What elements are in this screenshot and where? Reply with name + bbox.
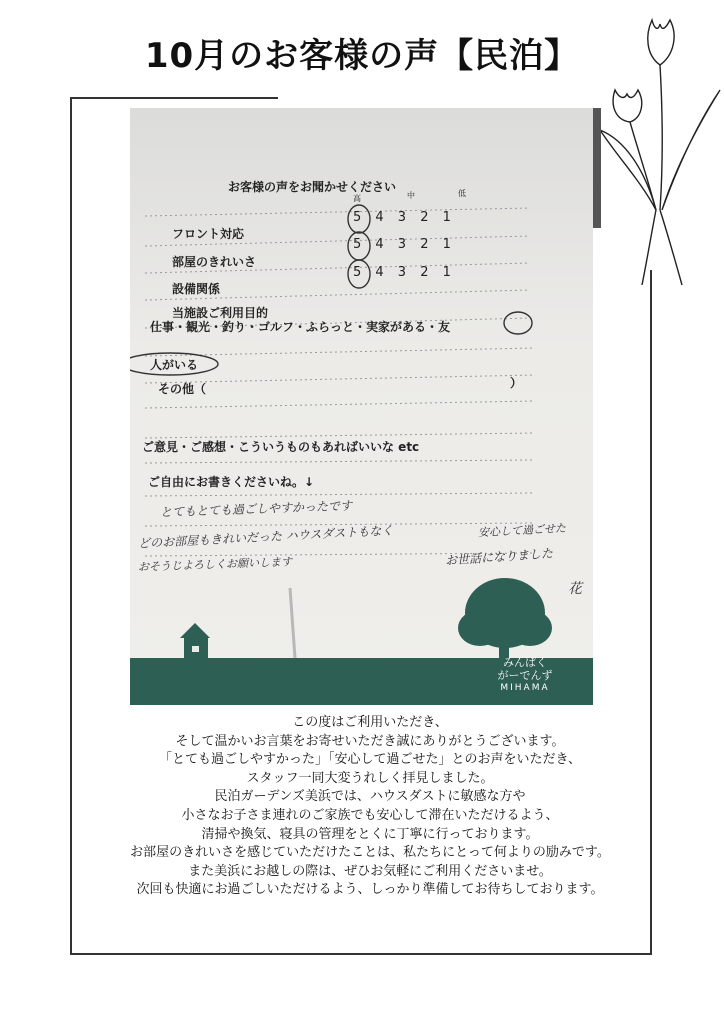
tulip-illustration [590, 10, 724, 290]
message-line: 清掃や換気、寝具の管理をとくに丁寧に行っております。 [201, 826, 539, 842]
scale-low-label: 低 [458, 189, 466, 198]
message-line: 次回も快適にお過ごしいただけるよう、しっかり準備してお待ちしております。 [136, 882, 604, 898]
brand-line-3: MIHAMA [500, 683, 550, 693]
other-close: ） [510, 376, 523, 390]
purpose-options: 仕事・観光・釣り・ゴルフ・ふらっと・実家がある・友 [150, 320, 451, 334]
handwriting-line-2: どのお部屋もきれいだった ハウスダストもなく [137, 523, 394, 551]
message-line: お部屋のきれいさを感じていただけたことは、私たちにとって何よりの励みです。 [130, 845, 610, 861]
message-line: 民泊ガーデンズ美浜では、ハウスダストに敏感な方や [214, 789, 526, 805]
message-line: 小さなお子さま連れのご家族でも安心して滞在いただけるよう、 [181, 807, 559, 823]
message-line: この度はご利用いただき、 [292, 715, 448, 730]
row-scale-front: 5 4 3 2 1 [353, 210, 456, 225]
scale-high-label: 高 [353, 194, 361, 203]
survey-card [130, 108, 593, 705]
scale-mid-label: 中 [407, 191, 415, 200]
handwriting-line-1: とてもとても過ごしやすかったです [159, 498, 353, 520]
row-scale-room: 5 4 3 2 1 [353, 237, 456, 252]
handwriting-line-4: 安心して過ごせた [477, 521, 567, 540]
brand-logo [480, 656, 570, 695]
message-line: 「とても過ごしやすかった」「安心して過ごせた」とのお声をいただき、 [159, 752, 581, 768]
handwriting-line-6: 花 [568, 581, 582, 597]
brand-line-1: みんぱく [503, 656, 547, 669]
row-label-front: フロント対応 [172, 227, 245, 241]
photo-background-edge [593, 108, 601, 228]
opinion-label: ご意見・ご感想・こういうものもあればいいな etc [142, 440, 420, 454]
other-label: その他（ [158, 382, 207, 396]
row-scale-facility: 5 4 3 2 1 [353, 265, 456, 280]
survey-heading: お客様の声をお聞かせください [228, 180, 397, 194]
row-label-facility: 設備関係 [172, 282, 221, 296]
handwriting-line-5: お世話になりました [444, 546, 554, 568]
survey-photo [130, 108, 593, 705]
free-write-label: ご自由にお書きくださいね。↓ [148, 475, 315, 489]
page-title: 10月のお客様の声【民泊】 [144, 36, 580, 76]
row-label-room: 部屋のきれいさ [172, 255, 257, 269]
message-line: スタッフ一同大変うれしく拝見しました。 [246, 770, 494, 786]
thank-you-message [70, 714, 670, 900]
frame-bottom-line [70, 953, 652, 955]
message-line: また美浜にお越しの際は、ぜひお気軽にご利用くださいませ。 [188, 863, 552, 879]
tree-icon [130, 108, 593, 705]
frame-top-left-line [70, 97, 278, 99]
message-line: そして温かいお言葉をお寄せいただき誠にありがとうございます。 [175, 733, 565, 749]
purpose-options-cont: 人がいる [150, 358, 199, 372]
brand-line-2: がーでんず [497, 669, 553, 682]
purpose-label: 当施設ご利用目的 [172, 306, 269, 320]
handwriting-line-3: おそうじよろしくお願いします [137, 555, 293, 574]
